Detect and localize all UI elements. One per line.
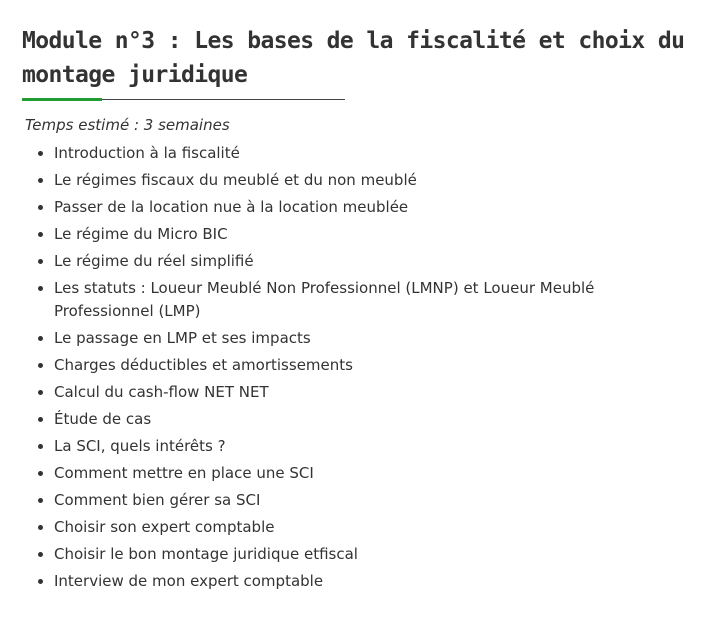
title-divider [22, 99, 345, 100]
list-item: • Calcul du cash-flow NET NET [54, 379, 654, 406]
title-divider-accent [22, 98, 102, 101]
list-item: • Le passage en LMP et ses impacts [54, 325, 654, 352]
list-item: • Introduction à la fiscalité [54, 140, 654, 167]
estimated-duration: Temps estimé : 3 semaines [25, 116, 230, 134]
list-item: • Le régime du réel simplifié [54, 248, 654, 275]
list-item: • Étude de cas [54, 406, 654, 433]
list-item: • Comment bien gérer sa SCI [54, 487, 654, 514]
list-item: • La SCI, quels intérêts ? [54, 433, 654, 460]
list-item: • Passer de la location nue à la location meublée [54, 194, 654, 221]
list-item: • Interview de mon expert comptable [54, 568, 654, 595]
list-item: • Le régime du Micro BIC [54, 221, 654, 248]
topics-list [22, 140, 685, 595]
list-item: • Choisir le bon montage juridique etfiscal [54, 541, 654, 568]
module-title: Module n°3 : Les bases de la fiscalité et choix du montage juridique [22, 28, 685, 88]
list-item: • Les statuts : Loueur Meublé Non Professionnel (LMNP) et Loueur Meublé Professionnel (LMP) [54, 275, 654, 325]
list-item: • Le régimes fiscaux du meublé et du non meublé [54, 167, 654, 194]
list-item: • Comment mettre en place une SCI [54, 460, 654, 487]
list-item: • Charges déductibles et amortissements [54, 352, 654, 379]
list-item: • Choisir son expert comptable [54, 514, 654, 541]
